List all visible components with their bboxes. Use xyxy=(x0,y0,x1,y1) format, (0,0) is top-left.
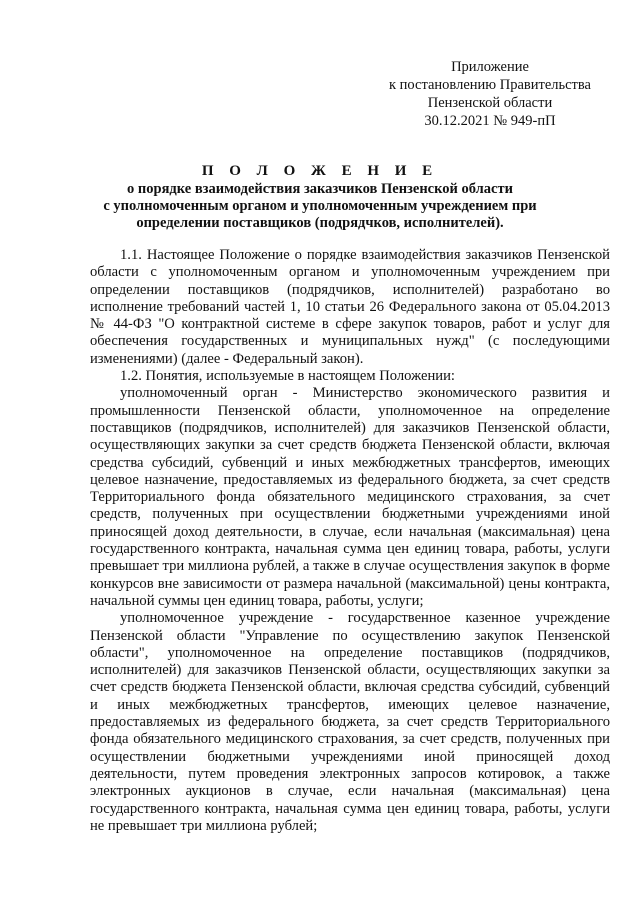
definition-authorized-institution: уполномоченное учреждение - государственное казенное учреждение Пензенской области "Управление по осуществлению закупок Пензенской области", уполномоченное на определение поставщиков (подрядчиков, исполнителей) для заказчиков Пензенской области, осуществляющих закупки за счет средств бюджета Пензенской области, включая средства субсидий, субвенций и иных межбюджетных трансфертов, имеющих целевое назначение, предоставляемых из федерального бюджета, за счет средств Территориального фонда обязательного медицинского страхования, за счет средств, полученных при осуществлении бюджетными учреждениями иной приносящей доход деятельности, путем проведения электронных запросов котировок, а также электронных аукционов в случае, если начальная (максимальная) цена государственного контракта, начальная сумма цен единиц товара, работы, услуги не превышает три миллиона рублей; xyxy=(90,610,610,834)
title-line-3: определении поставщиков (подрядчков, исполнителей). xyxy=(136,215,504,231)
appendix-region: Пензенской области xyxy=(427,95,553,111)
appendix-header xyxy=(360,58,620,130)
document-title xyxy=(60,161,580,232)
appendix-date-number: 30.12.2021 № 949-пП xyxy=(424,113,556,129)
appendix-label: Приложение xyxy=(451,59,529,75)
definition-authorized-body: уполномоченный орган - Министерство экономического развития и промышленности Пензенской области, уполномоченное на определение поставщиков (подрядчиков, исполнителей) для заказчиков Пензенской области, осуществляющих закупки за счет средств бюджета Пензенской области, включая средства субсидий, субвенций и иных межбюджетных трансфертов, имеющих целевое назначение, предоставляемых из федерального бюджета, за счет средств Территориального фонда обязательного медицинского страхования, за счет средств, полученных при осуществлении бюджетными учреждениями иной приносящей доход деятельности, в случае, если начальная (максимальная) цена государственного контракта, начальная сумма цен единиц товара, работы, услуги превышает три миллиона рублей, а также в случае осуществления закупок в форме конкурсов вне зависимости от размера начальной (максимальной) цены контракта, начальной суммы цен единиц товара, работы, услуги; xyxy=(90,385,610,609)
appendix-resolution: к постановлению Правительства xyxy=(389,77,591,93)
title-line-1: о порядке взаимодействия заказчиков Пензенской области xyxy=(127,181,513,197)
document-body xyxy=(90,247,610,835)
paragraph-1-2: 1.2. Понятия, используемые в настоящем Положении: xyxy=(120,368,455,385)
title-main: П О Л О Ж Е Н И Е xyxy=(201,163,439,179)
paragraph-1-1: 1.1. Настоящее Положение о порядке взаимодействия заказчиков Пензенской области с уполномоченным органом и уполномоченным учреждением при определении поставщиков (подрядчиков, исполнителей) разработано во исполнение требований частей 1, 10 статьи 26 Федерального закона от 05.04.2013 № 44-ФЗ "О контрактной системе в сфере закупок товаров, работ и услуг для обеспечения государственных и муниципальных нужд" (с последующими изменениями) (далее - Федеральный закон). xyxy=(90,247,610,367)
title-line-2: с уполномоченным органом и уполномоченным учреждением при xyxy=(103,198,537,214)
